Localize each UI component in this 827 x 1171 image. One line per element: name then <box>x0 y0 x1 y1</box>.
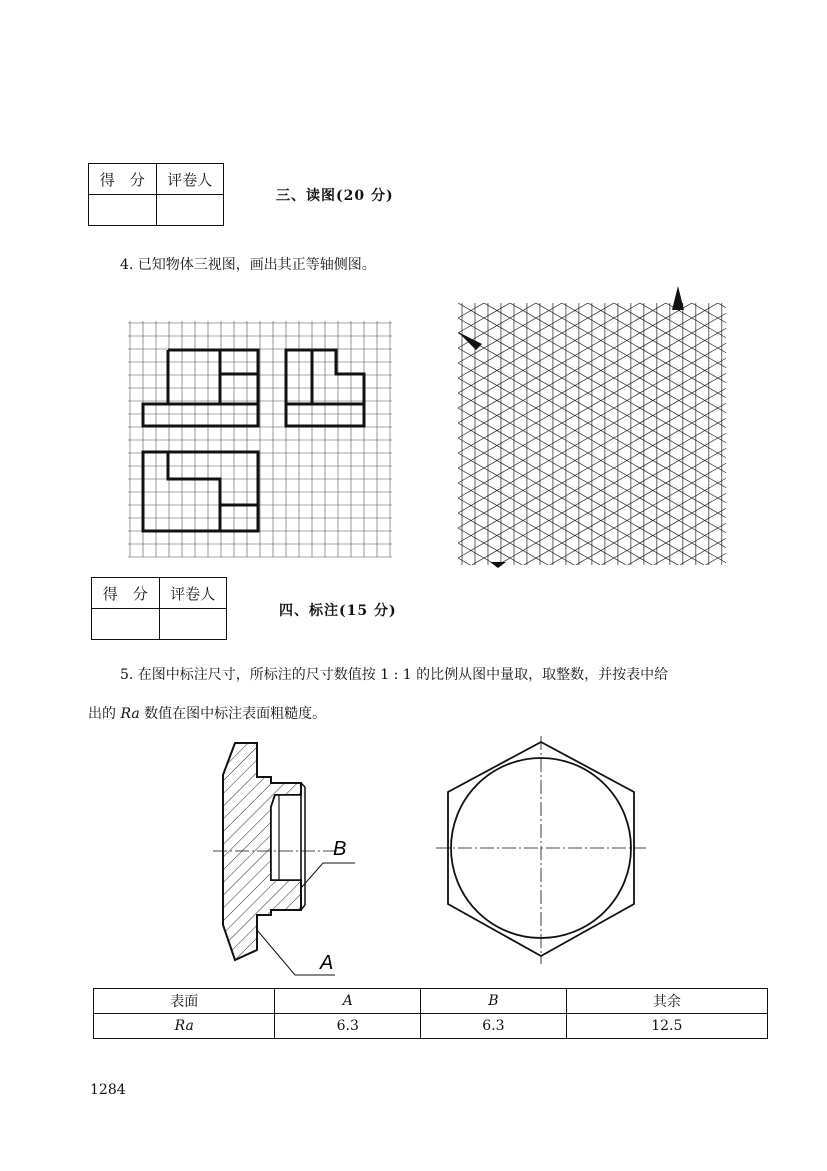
grader-label: 评卷人 <box>156 164 224 195</box>
section-view-drawing <box>205 735 365 980</box>
roughness-table <box>93 988 768 1039</box>
table-cell: 12.5 <box>566 1014 767 1039</box>
question-4-text: 4. 已知物体三视图，画出其正等轴侧图。 <box>120 257 376 273</box>
score-label: 得 分 <box>89 164 157 195</box>
ra-symbol: Ra <box>120 706 140 722</box>
page-number: 1284 <box>90 1082 126 1098</box>
arrow-top <box>672 286 684 310</box>
table-header-cell: B <box>421 989 567 1014</box>
label-a: A <box>320 952 334 974</box>
arrow-left <box>458 332 482 350</box>
table-row <box>94 1014 768 1039</box>
table-cell: 6.3 <box>421 1014 567 1039</box>
table-cell: Ra <box>94 1014 275 1039</box>
grader-cell[interactable] <box>159 609 227 640</box>
score-cell[interactable] <box>92 609 160 640</box>
score-cell[interactable] <box>89 195 157 226</box>
table-header-cell: 表面 <box>94 989 275 1014</box>
three-view-drawing <box>128 321 392 557</box>
section-title-reading: 三、读图(20 分) <box>276 188 394 204</box>
table-cell: 6.3 <box>275 1014 421 1039</box>
hexagon-view-drawing <box>436 736 648 966</box>
isometric-grid <box>458 286 726 568</box>
question-5-line-1: 5. 在图中标注尺寸，所标注的尺寸数值按 1 : 1 的比例从图中量取，取整数，并按表中给 <box>120 667 669 683</box>
question-5-line-2: 出的 Ra 数值在图中标注表面粗糙度。 <box>88 706 327 722</box>
score-table-1 <box>88 163 224 226</box>
arrow-bottom <box>490 562 506 568</box>
grader-cell[interactable] <box>156 195 224 226</box>
label-b: B <box>333 838 347 860</box>
grader-label: 评卷人 <box>159 578 227 609</box>
score-table-2 <box>91 577 227 640</box>
section-title-annotation: 四、标注(15 分) <box>279 603 397 619</box>
score-label: 得 分 <box>92 578 160 609</box>
table-header-row <box>94 989 768 1014</box>
table-header-cell: A <box>275 989 421 1014</box>
table-header-cell: 其余 <box>566 989 767 1014</box>
